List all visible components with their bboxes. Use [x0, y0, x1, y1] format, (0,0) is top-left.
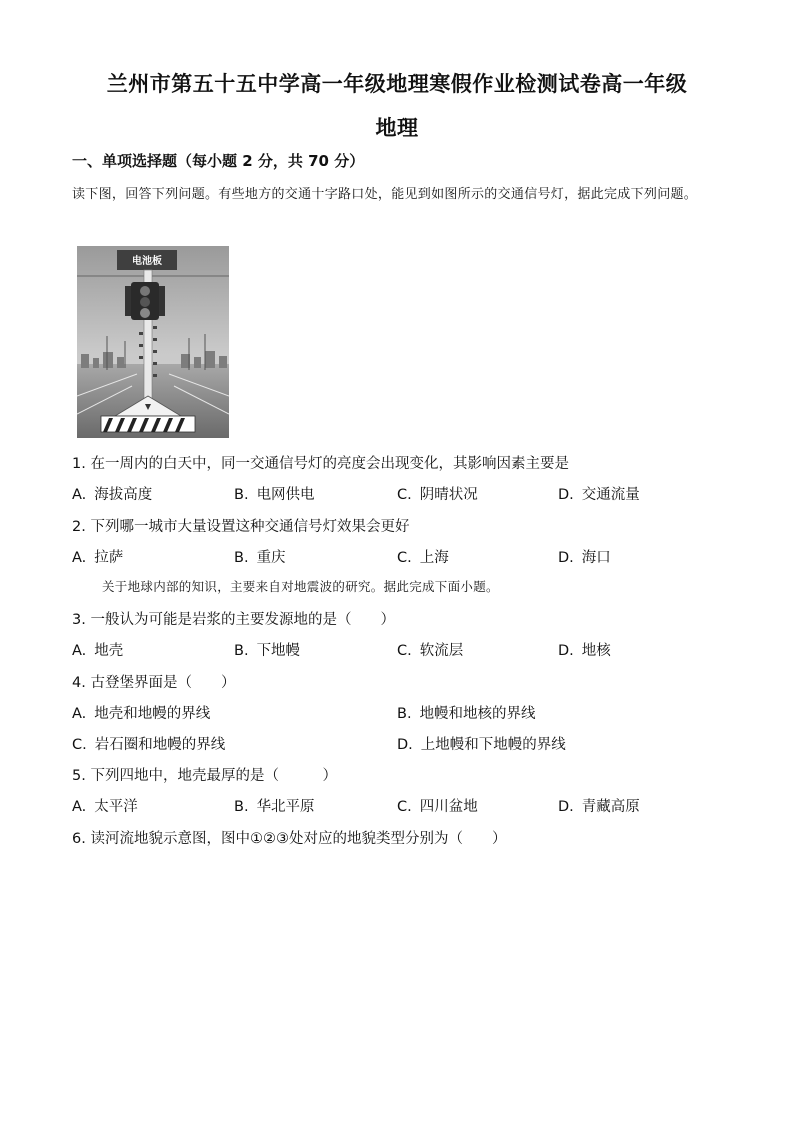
question-3: 3. 一般认为可能是岩浆的主要发源地的是（ ）: [72, 612, 395, 628]
section-heading: 一、单项选择题（每小题 2 分，共 70 分）: [72, 152, 365, 170]
q5-option-c[interactable]: C. 四川盆地: [397, 799, 478, 815]
q2-option-d[interactable]: D. 海口: [558, 550, 611, 566]
question-intro-2: 关于地球内部的知识，主要来自对地震波的研究。据此完成下面小题。: [102, 579, 499, 594]
q2-option-c[interactable]: C. 上海: [397, 550, 449, 566]
q5-option-d[interactable]: D. 青藏高原: [558, 799, 640, 815]
question-5: 5. 下列四地中，地壳最厚的是（ ）: [72, 768, 337, 784]
q4-option-b[interactable]: B. 地幔和地核的界线: [397, 706, 536, 722]
question-4: 4. 古登堡界面是（ ）: [72, 675, 236, 691]
q2-option-b[interactable]: B. 重庆: [234, 550, 286, 566]
q3-option-a[interactable]: A. 地壳: [72, 643, 124, 659]
exam-subject: 地理: [375, 115, 419, 140]
q3-option-b[interactable]: B. 下地幔: [234, 643, 301, 659]
question-intro: 读下图，回答下列问题。有些地方的交通十字路口处，能见到如图所示的交通信号灯，据此完成下列问题。: [72, 187, 698, 202]
q3-option-d[interactable]: D. 地核: [558, 643, 611, 659]
q4-option-c[interactable]: C. 岩石圈和地幔的界线: [72, 737, 226, 753]
question-1: 1. 在一周内的白天中，同一交通信号灯的亮度会出现变化，其影响因素主要是: [72, 456, 569, 472]
exam-title: 兰州市第五十五中学高一年级地理寒假作业检测试卷高一年级: [106, 71, 688, 96]
q1-option-a[interactable]: A. 海拔高度: [72, 487, 153, 503]
q1-option-b[interactable]: B. 电网供电: [234, 487, 315, 503]
q3-option-c[interactable]: C. 软流层: [397, 643, 464, 659]
traffic-light-photo: [77, 246, 229, 438]
q2-option-a[interactable]: A. 拉萨: [72, 550, 124, 566]
q5-option-a[interactable]: A. 太平洋: [72, 799, 138, 815]
q1-option-c[interactable]: C. 阴晴状况: [397, 487, 478, 503]
q4-option-a[interactable]: A. 地壳和地幔的界线: [72, 706, 211, 722]
question-6: 6. 读河流地貌示意图，图中①②③处对应的地貌类型分别为（ ）: [72, 831, 507, 847]
q1-option-d[interactable]: D. 交通流量: [558, 487, 640, 503]
q4-option-d[interactable]: D. 上地幔和下地幔的界线: [397, 737, 566, 753]
solar-panel-sign-text: 电池板: [132, 256, 162, 267]
q5-option-b[interactable]: B. 华北平原: [234, 799, 315, 815]
question-2: 2. 下列哪一城市大量设置这种交通信号灯效果会更好: [72, 519, 410, 535]
